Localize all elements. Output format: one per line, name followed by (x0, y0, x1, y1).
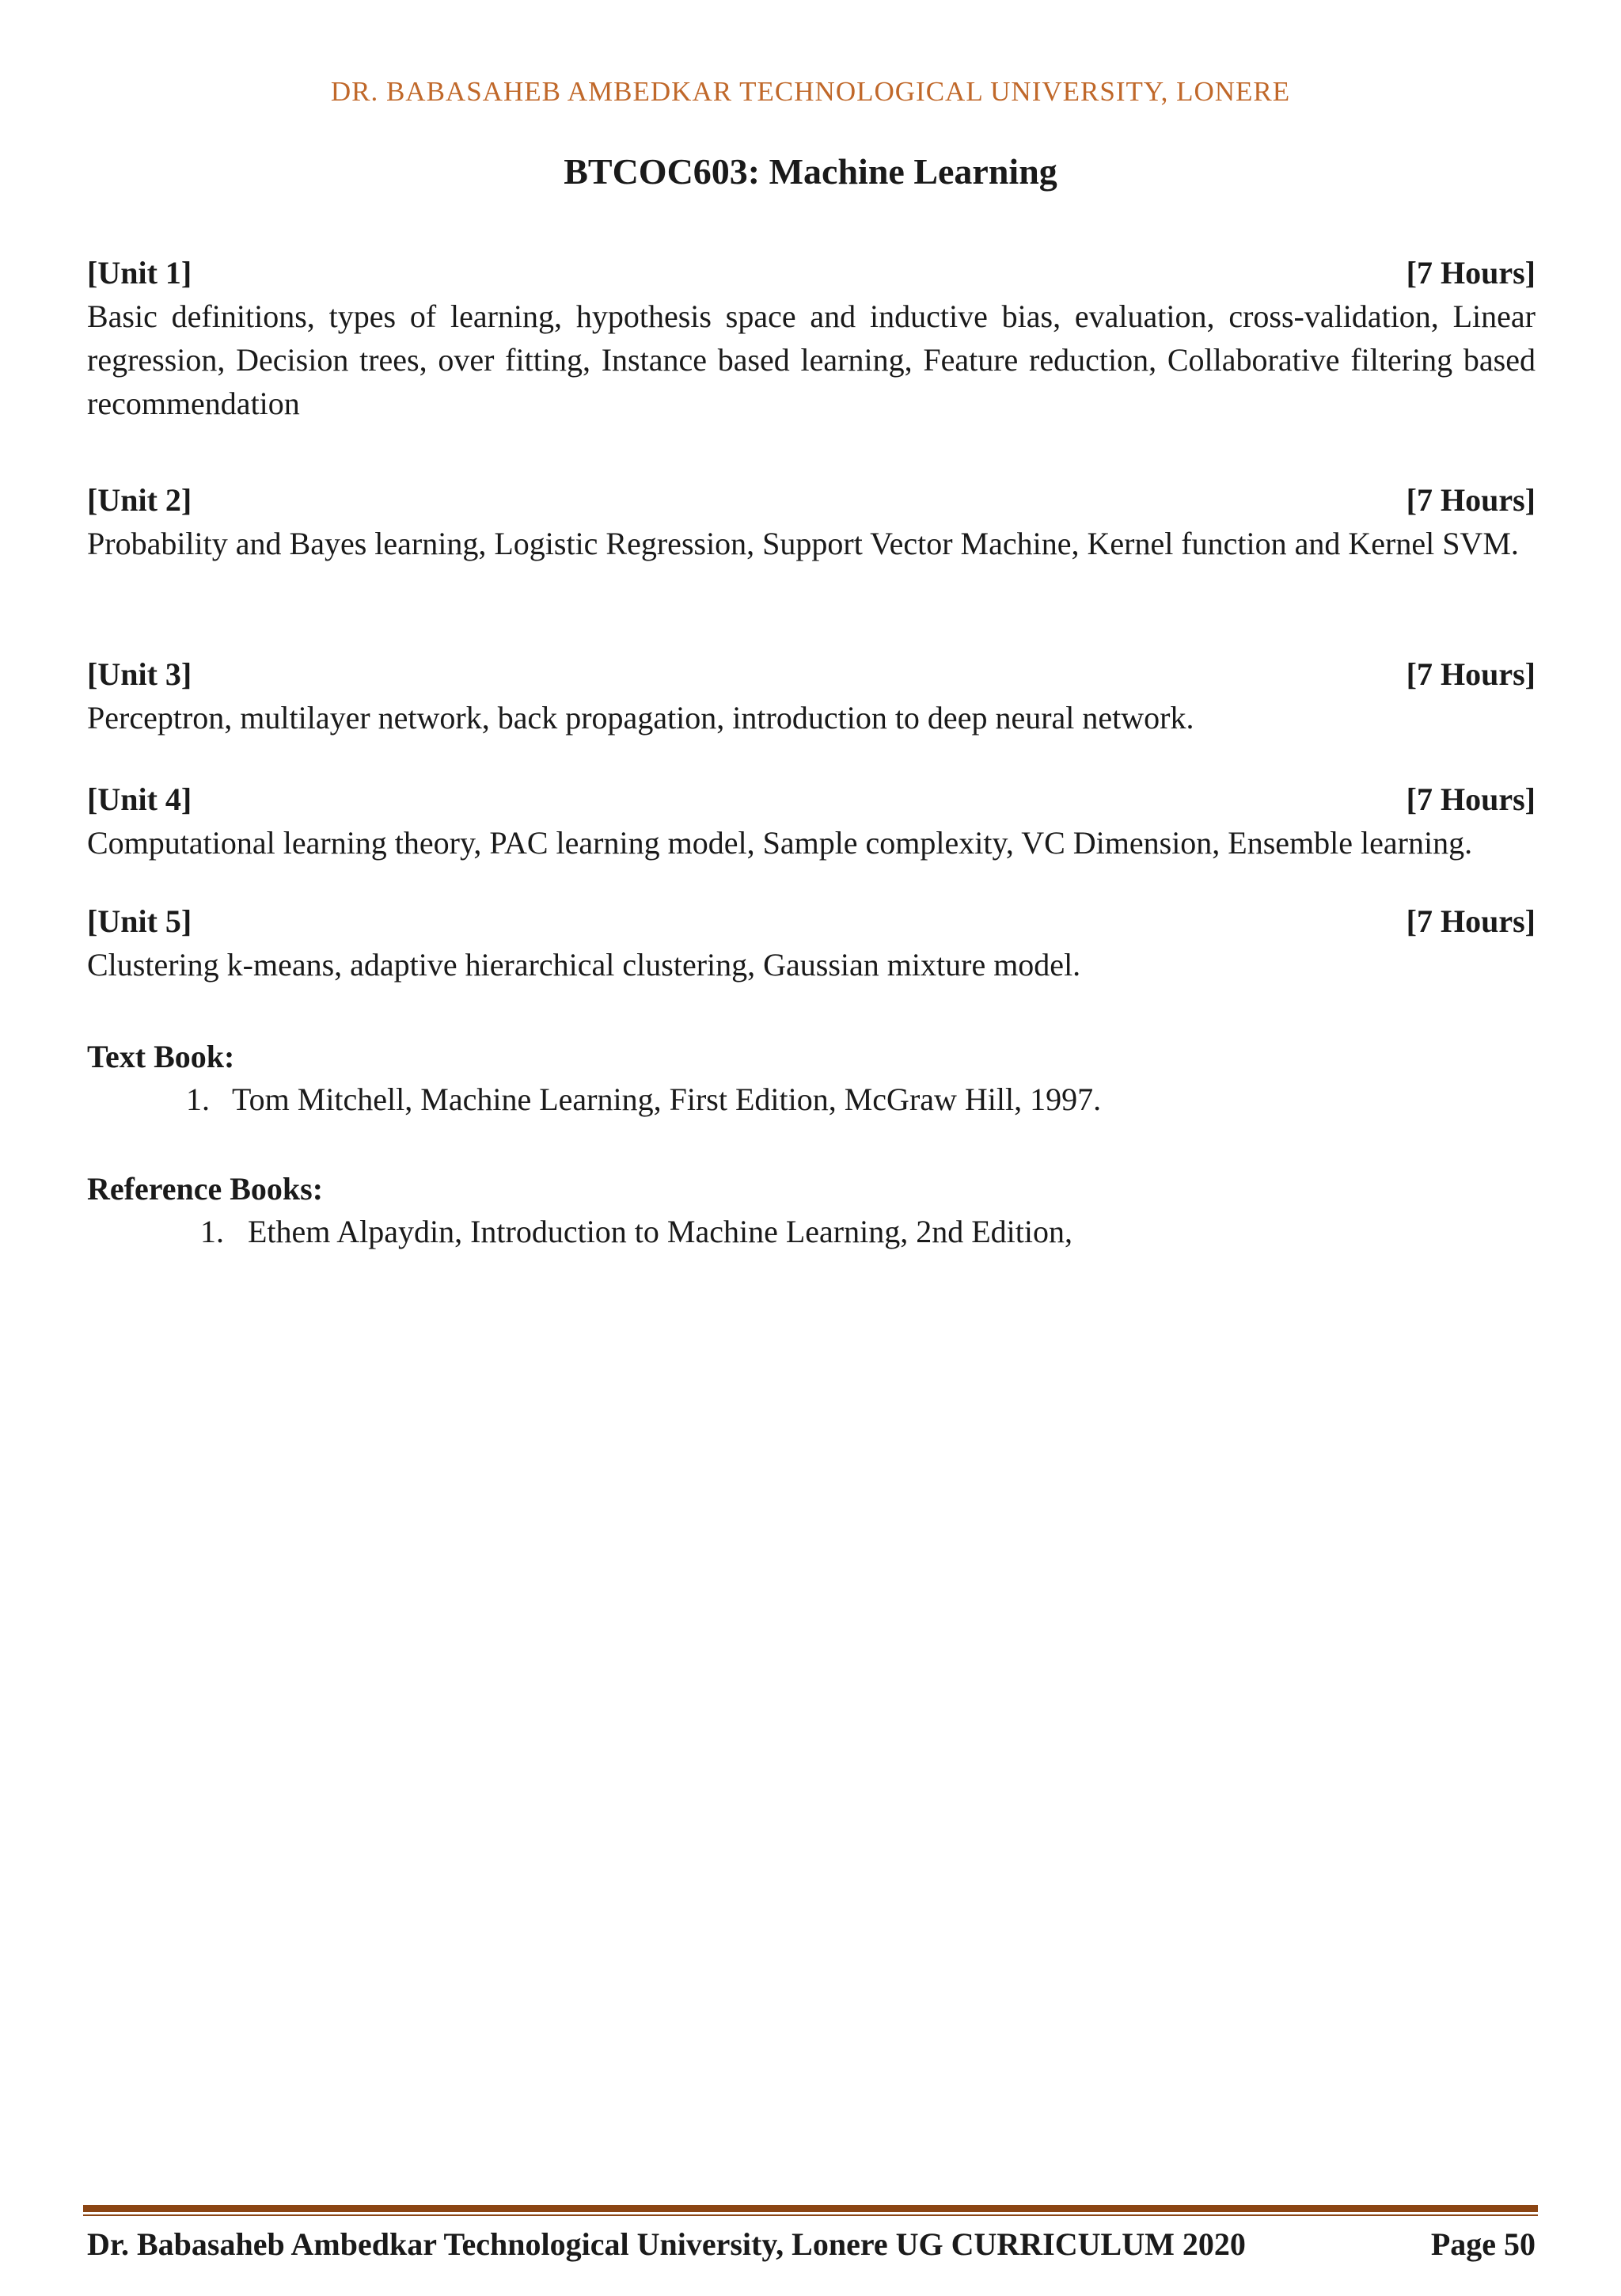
course-title: BTCOC603: Machine Learning (564, 151, 1057, 192)
unit-5-section (87, 900, 1536, 986)
footer-divider-thin (83, 2214, 1538, 2216)
text-book-title: Text Book: (87, 1039, 235, 1074)
unit-hours: [7 Hours] (1406, 903, 1536, 939)
unit-4-section (87, 778, 1536, 865)
unit-description: Computational learning theory, PAC learning model, Sample complexity, VC Dimension, Ensemble learning. (87, 825, 1473, 861)
unit-2-section (87, 479, 1536, 565)
reference-book-item (87, 1211, 1536, 1253)
unit-heading (87, 778, 1536, 821)
unit-1-section (87, 252, 1536, 425)
unit-label: [Unit 1] (87, 255, 192, 291)
book-citation: Tom Mitchell, Machine Learning, First Edition, McGraw Hill, 1997. (232, 1081, 1102, 1117)
unit-heading (87, 479, 1536, 522)
page-footer (87, 2223, 1536, 2266)
reference-books-title: Reference Books: (87, 1171, 324, 1207)
unit-label: [Unit 3] (87, 656, 192, 692)
reference-books-section (87, 1168, 1536, 1253)
unit-hours: [7 Hours] (1406, 482, 1536, 518)
unit-heading (87, 252, 1536, 295)
book-citation: Ethem Alpaydin, Introduction to Machine Learning, 2nd Edition, (248, 1214, 1073, 1249)
unit-hours: [7 Hours] (1406, 781, 1536, 817)
footer-text: Dr. Babasaheb Ambedkar Technological University, Lonere UG CURRICULUM 2020 (87, 2226, 1246, 2262)
list-number: 1. (186, 1081, 210, 1117)
unit-label: [Unit 2] (87, 482, 192, 518)
unit-description: Probability and Bayes learning, Logistic Regression, Support Vector Machine, Kernel function and Kernel SVM. (87, 526, 1519, 561)
unit-description: Clustering k-means, adaptive hierarchical clustering, Gaussian mixture model. (87, 947, 1081, 983)
unit-label: [Unit 5] (87, 903, 192, 939)
unit-hours: [7 Hours] (1406, 656, 1536, 692)
text-book-section (87, 1036, 1536, 1121)
university-header: DR. BABASAHEB AMBEDKAR TECHNOLOGICAL UNIVERSITY, LONERE (330, 76, 1291, 107)
page-number: Page 50 (1430, 2226, 1536, 2262)
list-number: 1. (200, 1214, 224, 1249)
unit-3-section (87, 653, 1536, 739)
unit-description: Basic definitions, types of learning, hypothesis space and inductive bias, evaluation, cross-validation, Linear regression, Decision trees, over fitting, Instance based learning, Feature reduction, Collaborative filtering based recommendation (87, 298, 1536, 421)
footer-divider (83, 2205, 1538, 2212)
unit-description: Perceptron, multilayer network, back propagation, introduction to deep neural network. (87, 700, 1194, 736)
unit-hours: [7 Hours] (1406, 255, 1536, 291)
unit-heading (87, 653, 1536, 696)
unit-label: [Unit 4] (87, 781, 192, 817)
text-book-item (87, 1078, 1536, 1121)
unit-heading (87, 900, 1536, 943)
